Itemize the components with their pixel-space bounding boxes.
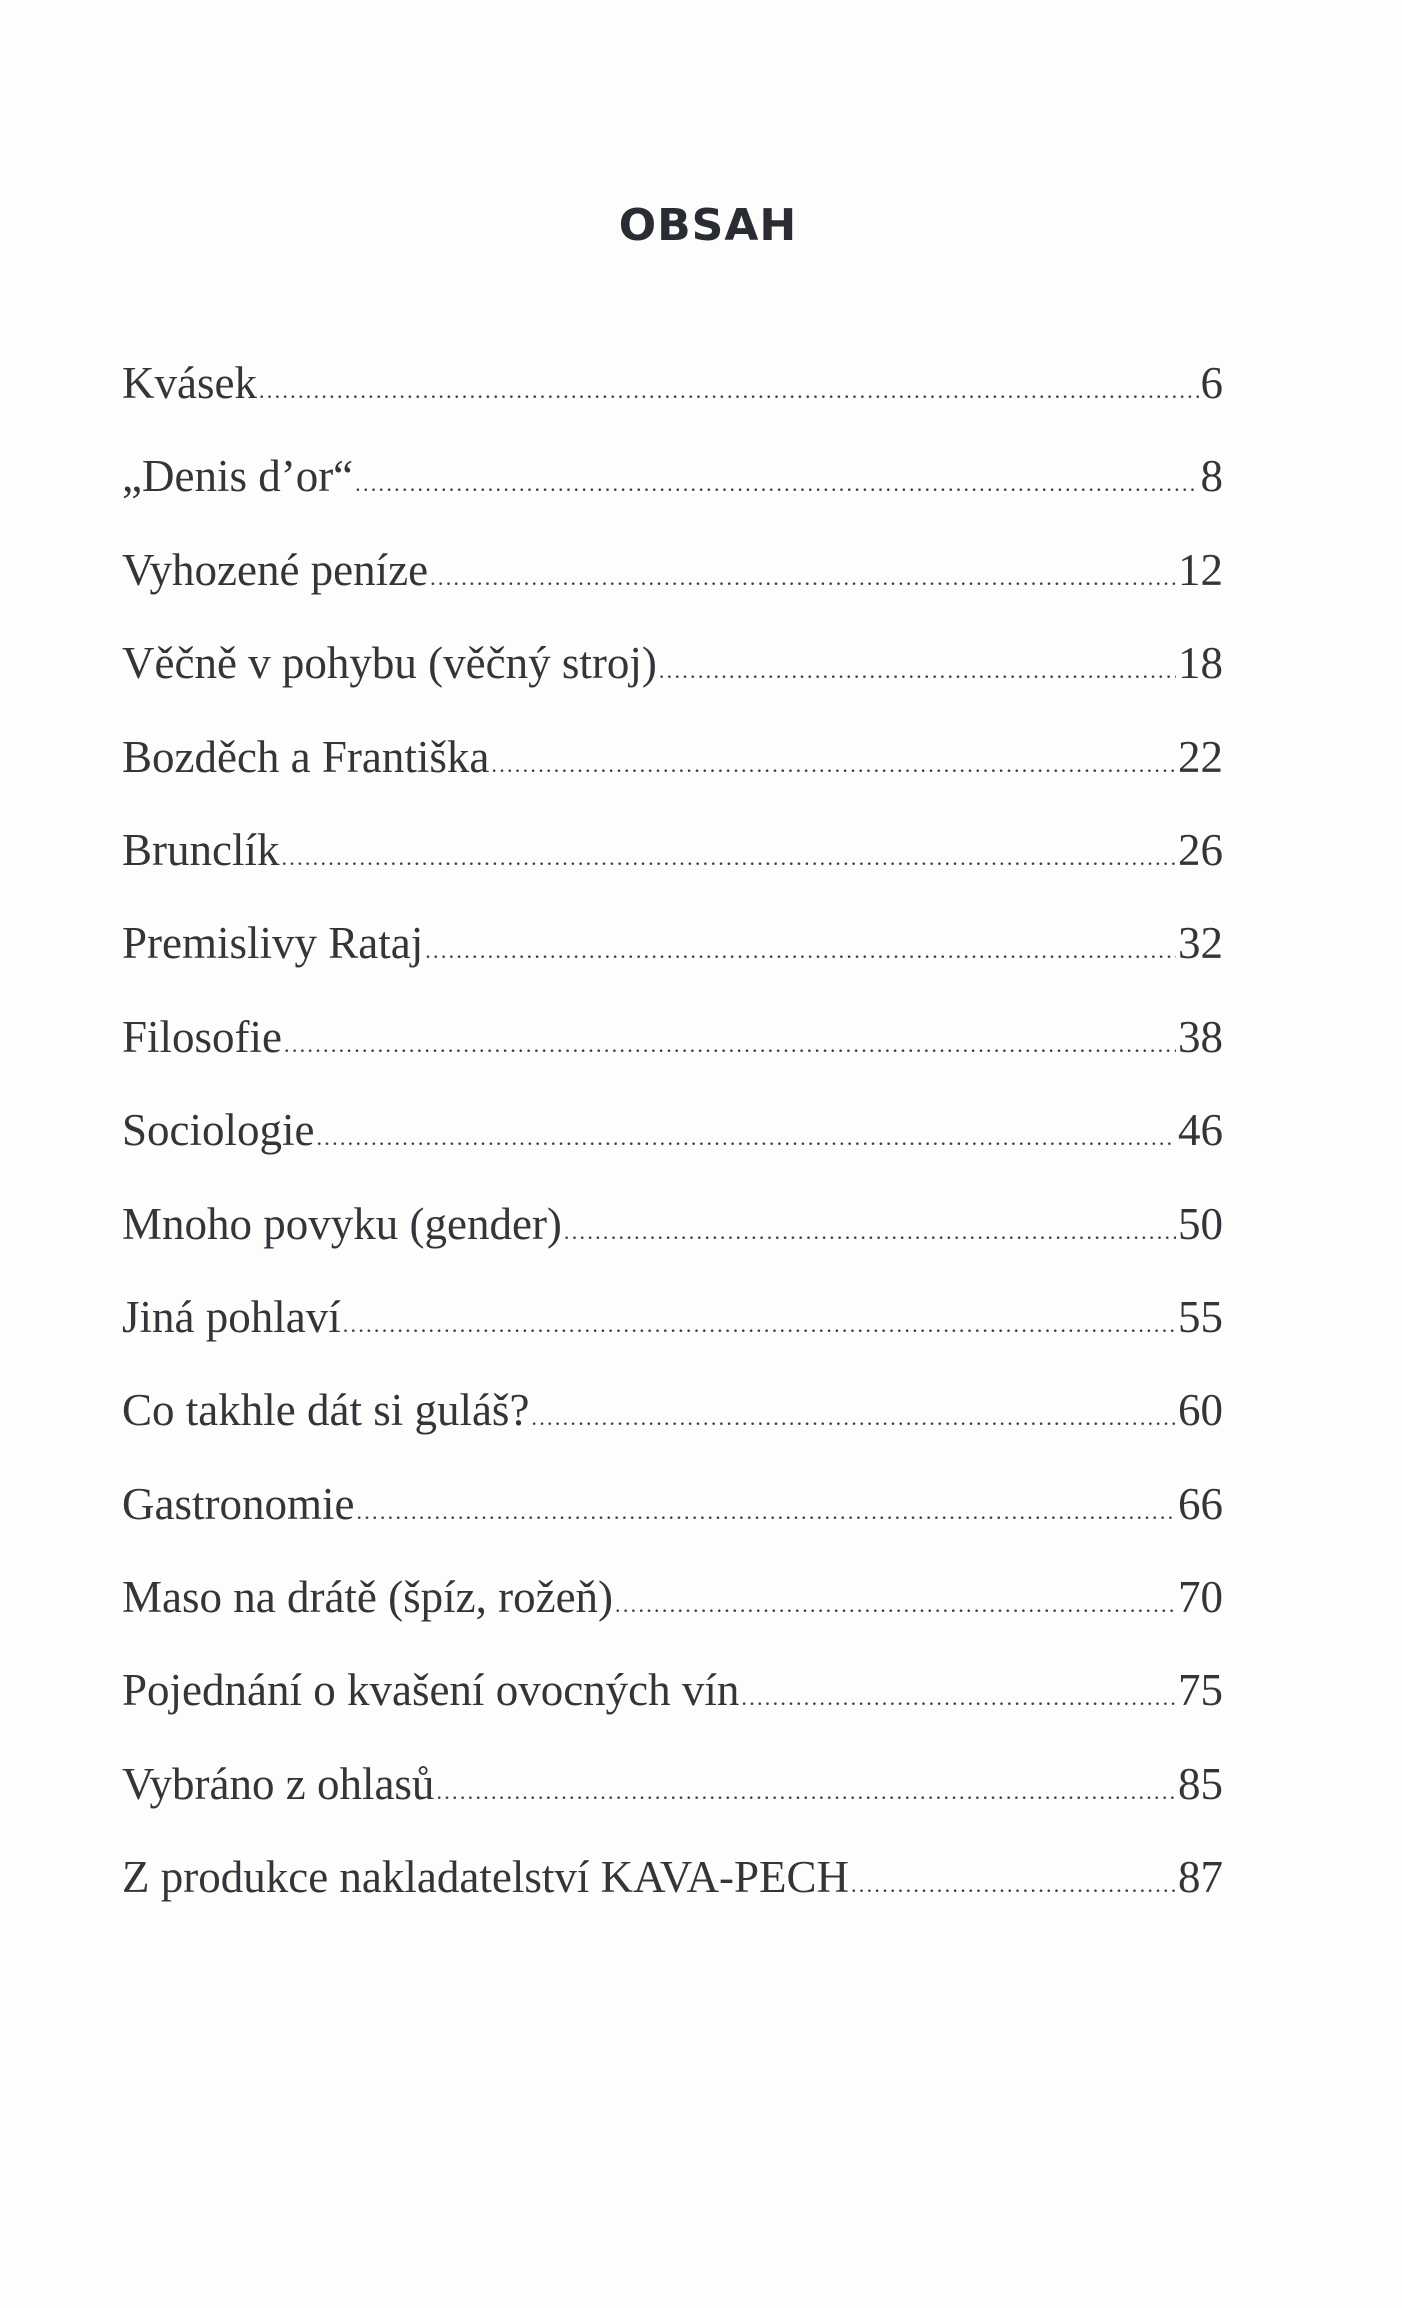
dot-leader (343, 1284, 1176, 1358)
toc-entry[interactable] (122, 1377, 1223, 1470)
dot-leader (356, 1471, 1176, 1545)
toc-entry-title: Mnoho povyku (gender) (122, 1198, 562, 1249)
dot-leader (531, 1377, 1176, 1451)
dot-leader (615, 1564, 1176, 1638)
dot-leader (851, 1844, 1176, 1918)
toc-entry[interactable] (122, 1004, 1223, 1097)
toc-entry-title: Kvásek (122, 358, 257, 408)
toc-entry[interactable] (122, 1191, 1223, 1284)
dot-leader (281, 817, 1176, 891)
table-of-contents (122, 350, 1223, 1938)
toc-entry[interactable] (122, 817, 1223, 910)
toc-entry-page-number: 12 (1178, 544, 1223, 595)
dot-leader (436, 1751, 1176, 1825)
toc-entry[interactable] (122, 1564, 1223, 1657)
toc-entry-title: Filosofie (122, 1011, 283, 1062)
toc-entry-title: Brunclík (122, 824, 280, 875)
toc-entry-title: Bozděch a Františka (122, 731, 490, 782)
toc-entry-page-number: 75 (1178, 1665, 1223, 1716)
toc-entry-title: Maso na drátě (špíz, rožeň) (122, 1572, 614, 1623)
toc-entry[interactable] (122, 443, 1223, 536)
toc-entry[interactable] (122, 350, 1223, 443)
toc-entry-page-number: 8 (1200, 451, 1223, 502)
toc-entry-title: Jiná pohlaví (122, 1291, 341, 1342)
toc-entry[interactable] (122, 1751, 1223, 1844)
toc-entry-page-number: 6 (1200, 358, 1223, 408)
dot-leader (284, 1004, 1176, 1078)
toc-entry-page-number: 55 (1178, 1291, 1223, 1342)
toc-entry[interactable] (122, 1284, 1223, 1377)
toc-entry-page-number: 85 (1178, 1758, 1223, 1809)
dot-leader (425, 910, 1176, 984)
toc-entry[interactable] (122, 910, 1223, 1003)
toc-entry[interactable] (122, 1657, 1223, 1750)
dot-leader (316, 1097, 1176, 1171)
dot-leader (430, 537, 1176, 611)
dot-leader (741, 1657, 1176, 1731)
page-title: OBSAH (618, 200, 798, 251)
toc-entry-page-number: 60 (1178, 1385, 1223, 1436)
toc-entry-page-number: 46 (1178, 1105, 1223, 1156)
toc-entry-title: Vyhozené peníze (122, 544, 429, 595)
toc-entry-page-number: 26 (1178, 824, 1223, 875)
toc-entry-page-number: 18 (1178, 638, 1223, 689)
dot-leader (491, 724, 1176, 798)
toc-entry-title: Pojednání o kvašení ovocných vín (122, 1665, 740, 1716)
toc-entry-title: Co takhle dát si guláš? (122, 1385, 530, 1436)
toc-entry-title: Sociologie (122, 1105, 315, 1156)
toc-entry-page-number: 66 (1178, 1478, 1223, 1529)
toc-entry[interactable] (122, 1471, 1223, 1564)
toc-entry-title: Věčně v pohybu (věčný stroj) (122, 638, 657, 689)
toc-entry[interactable] (122, 1097, 1223, 1190)
toc-entry-page-number: 38 (1178, 1011, 1223, 1062)
toc-entry-title: Premislivy Rataj (122, 918, 424, 969)
toc-entry[interactable] (122, 724, 1223, 817)
toc-entry-title: „Denis d’or“ (122, 451, 354, 502)
dot-leader (564, 1191, 1176, 1265)
toc-entry-page-number: 87 (1178, 1852, 1223, 1903)
toc-entry-title: Gastronomie (122, 1478, 355, 1529)
toc-entry[interactable] (122, 537, 1223, 630)
toc-entry-page-number: 22 (1178, 731, 1223, 782)
dot-leader (355, 443, 1198, 517)
toc-entry-page-number: 70 (1178, 1572, 1223, 1623)
toc-entry-page-number: 50 (1178, 1198, 1223, 1249)
toc-entry[interactable] (122, 1844, 1223, 1937)
toc-entry-page-number: 32 (1178, 918, 1223, 969)
dot-leader (259, 350, 1199, 424)
toc-entry-title: Vybráno z ohlasů (122, 1758, 435, 1809)
toc-entry[interactable] (122, 630, 1223, 723)
dot-leader (659, 630, 1176, 704)
toc-entry-title: Z produkce nakladatelství KAVA-PECH (122, 1852, 849, 1903)
